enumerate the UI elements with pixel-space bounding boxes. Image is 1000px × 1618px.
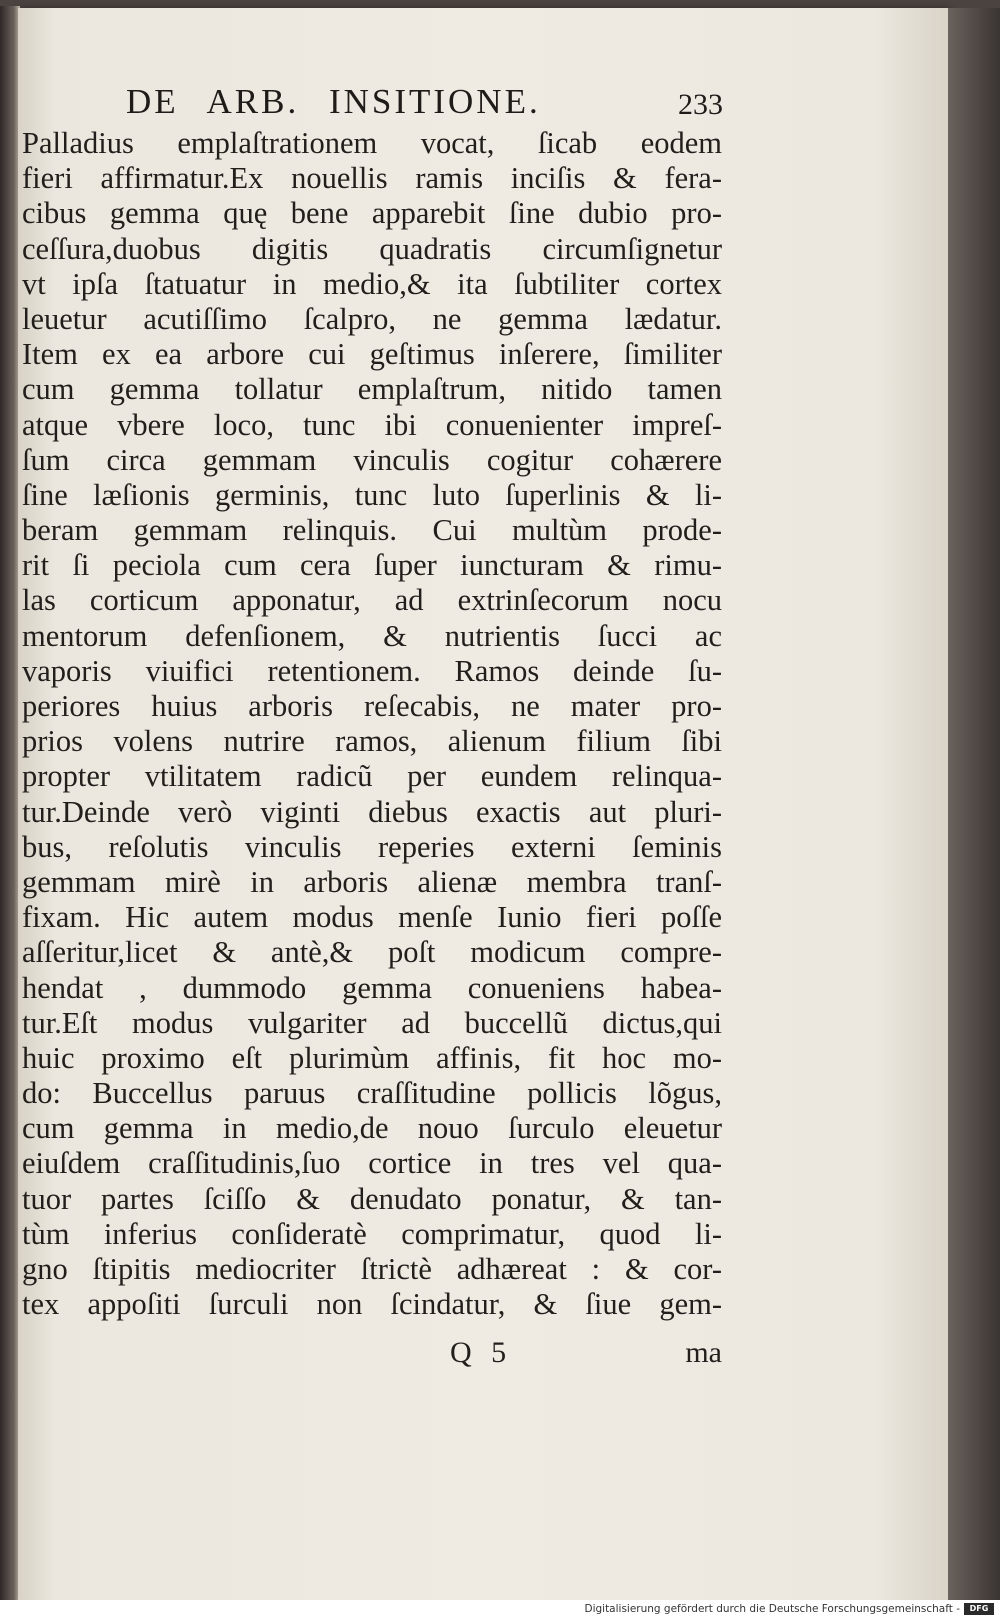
text-line: tur.Eſt modus vulgariter ad buccellũ dictus,qui	[22, 1005, 722, 1040]
text-line: mentorum defenſionem, & nutrientis ſucci ac	[22, 618, 722, 653]
text-line: Item ex ea arbore cui geſtimus inſerere, ſimiliter	[22, 337, 722, 372]
funding-credit: Digitalisierung gefördert durch die Deutsche Forschungsgemeinschaft -	[584, 1603, 960, 1615]
text-line: las corticum apponatur, ad extrinſecorum nocu	[22, 583, 722, 618]
text-line: cibus gemma quę bene apparebit ſine dubio pro-	[22, 196, 722, 231]
signature-mark: Q 5	[450, 1336, 513, 1369]
text-line: bus, reſolutis vinculis reperies externi ſeminis	[22, 829, 722, 864]
text-line: gemmam mirè in arboris alienæ membra tranſ-	[22, 864, 722, 899]
text-line: propter vtilitatem radicũ per eundem relinqua-	[22, 759, 722, 794]
text-line: tex appoſiti ſurculi non ſcindatur, & ſiue gem-	[22, 1287, 722, 1322]
text-line: Palladius emplaſtrationem vocat, ſicab eodem	[22, 126, 722, 160]
page-header	[22, 80, 722, 128]
text-line: fieri affirmatur.Ex nouellis ramis inciſis & fera-	[22, 161, 722, 196]
page-number: 233	[678, 88, 723, 121]
text-line: huic proximo eſt plurimùm affinis, fit hoc mo-	[22, 1040, 722, 1075]
page-edge-shadow	[948, 8, 1000, 1600]
text-line: hendat , dummodo gemma conueniens habea-	[22, 970, 722, 1005]
text-line: leuetur acutiſſimo ſcalpro, ne gemma lædatur.	[22, 301, 722, 336]
text-line: periores huius arboris reſecabis, ne mater pro-	[22, 689, 722, 723]
text-line: beram gemmam relinquis. Cui multùm prode-	[22, 513, 722, 548]
text-line: aſſeritur,licet & antè,& poſt modicum compre-	[22, 935, 722, 970]
text-line: ſine læſionis germinis, tunc luto ſuperlinis & li-	[22, 477, 722, 512]
text-line: do: Buccellus paruus craſſitudine pollicis lõgus,	[22, 1076, 722, 1111]
book-gutter	[0, 6, 20, 1600]
page-footer	[22, 1336, 722, 1376]
text-line: cum gemma in medio,de nouo ſurculo eleuetur	[22, 1111, 722, 1146]
running-title: DE ARB. INSITIONE.	[126, 82, 541, 121]
text-line: gno ſtipitis mediocriter ſtrictè adhæreat : & cor-	[22, 1252, 722, 1286]
text-line: tùm inferius conſideratè comprimatur, quod li-	[22, 1216, 722, 1251]
text-line: fixam. Hic autem modus menſe Iunio fieri poſſe	[22, 900, 722, 935]
text-line: ceſſura,duobus digitis quadratis circumſignetur	[22, 231, 722, 266]
text-line: rit ſi peciola cum cera ſuper iuncturam & rimu-	[22, 548, 722, 583]
body-text	[22, 126, 722, 1322]
catchword: ma	[685, 1336, 722, 1369]
text-line: cum gemma tollatur emplaſtrum, nitido tamen	[22, 372, 722, 407]
text-line: eiuſdem craſſitudinis,ſuo cortice in tres vel qua-	[22, 1146, 722, 1181]
text-line: vaporis viuifici retentionem. Ramos deinde ſu-	[22, 653, 722, 688]
dfg-logo: DFG	[964, 1603, 994, 1615]
text-line: atque vbere loco, tunc ibi conuenienter impreſ-	[22, 407, 722, 442]
text-line: tur.Deinde verò viginti diebus exactis aut pluri-	[22, 794, 722, 829]
text-line: ſum circa gemmam vinculis cogitur cohærere	[22, 442, 722, 477]
text-line: tuor partes ſciſſo & denudato ponatur, & tan-	[22, 1181, 722, 1216]
text-line: vt ipſa ſtatuatur in medio,& ita ſubtiliter cortex	[22, 266, 722, 301]
text-line: prios volens nutrire ramos, alienum filium ſibi	[22, 724, 722, 759]
